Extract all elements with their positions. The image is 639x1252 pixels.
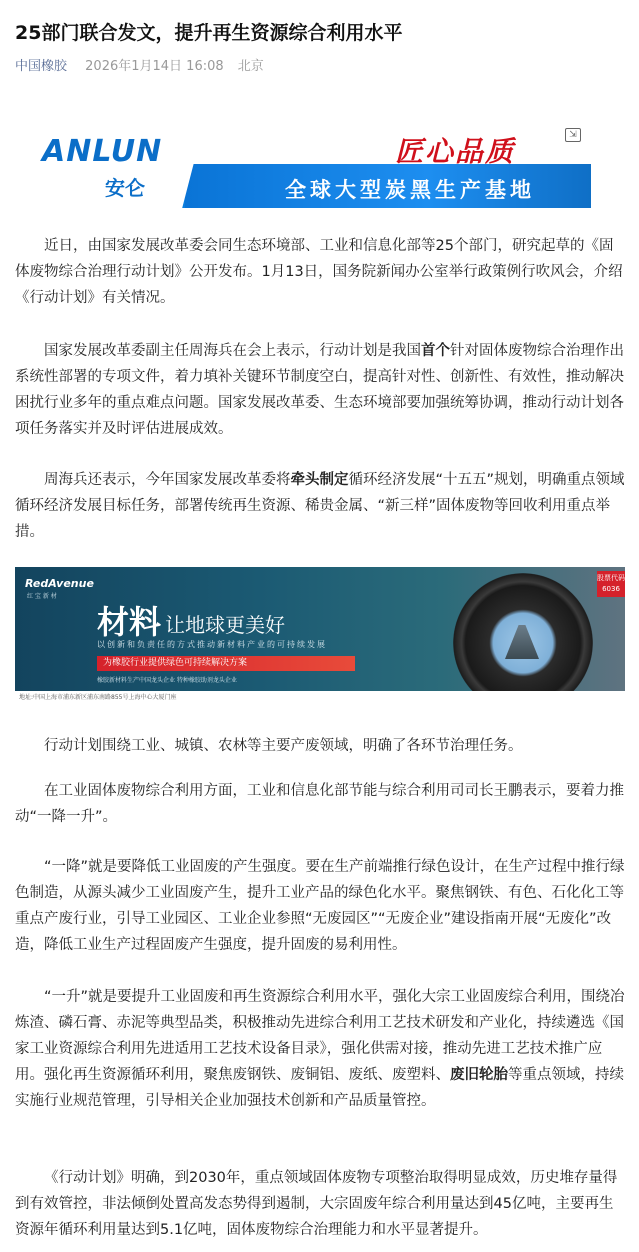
paragraph-4: 行动计划围绕工业、城镇、农林等主要产废领域，明确了各环节治理任务。 (44, 738, 523, 754)
redavenue-logo: RedAvenue (25, 577, 94, 590)
publish-datetime: 2026年1月14日 16:08 (85, 59, 224, 74)
bold-text: 牵头制定 (290, 472, 349, 488)
redavenue-logo-sub: 红 宝 新 材 (27, 593, 57, 600)
banner-subline: 以创新和负责任的方式推动新材料产业的可持续发展 (97, 640, 327, 649)
bold-text: 废旧轮胎 (450, 1067, 508, 1083)
source-link[interactable]: 中国橡胶 (15, 59, 68, 74)
banner-footer: 地址:中国上海市浦东新区浦东南路855号上海中心大厦门座 (15, 691, 625, 705)
external-link-icon[interactable]: ⇲ (565, 128, 581, 142)
bold-text: 首个 (421, 343, 450, 359)
redavenue-ad-banner[interactable] (15, 567, 625, 705)
banner-slogan: 匠心品质 (395, 135, 516, 168)
banner-small-line: 橡胶新材料生产中国龙头企业 特种橡胶助剂龙头企业 (97, 677, 237, 684)
paragraph-6: “一降”就是要降低工业固废的产生强度。要在生产前端推行绿色设计，在生产过程中推行绿色制造，从源头减少工业固废产生，提升工业产品的绿色化水平。聚焦钢铁、有色、石化化工等重点产废行业，引导工业园区、工业企业参照“无废园区”“无废企业”建设指南开展“无废化”改造，降低工业生产过程固废产生强度，提升固废的易利用性。 (15, 859, 625, 953)
banner-red-bar: 为橡胶行业提供绿色可持续解决方案 (97, 656, 355, 671)
article-meta (15, 58, 264, 76)
paragraph-5: 在工业固体废物综合利用方面，工业和信息化部节能与综合利用司司长王鹏表示，要着力推动“一降一升”。 (15, 783, 624, 825)
anlun-ad-banner[interactable] (15, 120, 591, 208)
paragraph-2: 国家发展改革委副主任周海兵在会上表示，行动计划是我国首个针对固体废物综合治理作出系统性部署的专项文件，着力填补关键环节制度空白，提高针对性、创新性、有效性，推动解决困扰行业多年的重点难点问题。国家发展改革委、生态环境部要加强统筹协调，推动行动计划各项任务落实并及时评估进展成效。 (15, 343, 624, 437)
banner-tagline: 全球大型炭黑生产基地 (285, 178, 535, 202)
paragraph-3: 周海兵还表示，今年国家发展改革委将牵头制定循环经济发展“十五五”规划，明确重点领域循环经济发展目标任务，部署传统再生资源、稀贵金属、“新三样”固体废物等回收利用重点举措。 (15, 472, 625, 540)
banner-headline-rest: 让地球更美好 (165, 613, 285, 637)
stock-code-badge: 股票代码 6036 (597, 571, 625, 597)
paragraph-8: 《行动计划》明确，到2030年，重点领域固体废物专项整治取得明显成效，历史堆存量得到有效管控，非法倾倒处置高发态势得到遏制，大宗固废年综合利用量达到45亿吨，主要再生资源年循环利用量达到5.1亿吨，固体废物综合治理能力和水平显著提升。 (15, 1170, 618, 1238)
paragraph-7: “一升”就是要提升工业固废和再生资源综合利用水平，强化大宗工业固废综合利用，围绕冶炼渣、磷石膏、赤泥等典型品类，积极推动先进综合利用工艺技术研发和产业化，持续遴选《国家工业资源综合利用先进适用工艺技术设备目录》，强化供需对接，推动先进工艺技术推广应用。强化再生资源循环利用，聚焦废钢铁、废铜铝、废纸、废塑料、废旧轮胎等重点领域，持续实施行业规范管理，引导相关企业加强技术创新和产品质量管控。 (15, 989, 625, 1109)
publish-location: 北京 (237, 59, 264, 74)
article-title: 25部门联合发文，提升再生资源综合利用水平 (15, 22, 403, 44)
anlun-logo: ANLUN (42, 134, 163, 169)
paragraph-1: 近日，由国家发展改革委会同生态环境部、工业和信息化部等25个部门，研究起草的《固体废物综合治理行动计划》公开发布。1月13日，国务院新闻办公室举行政策例行吹风会，介绍《行动计划》有关情况。 (15, 238, 623, 306)
banner-headline-big: 材料 (97, 603, 162, 641)
anlun-logo-cn: 安仑 (105, 176, 145, 200)
